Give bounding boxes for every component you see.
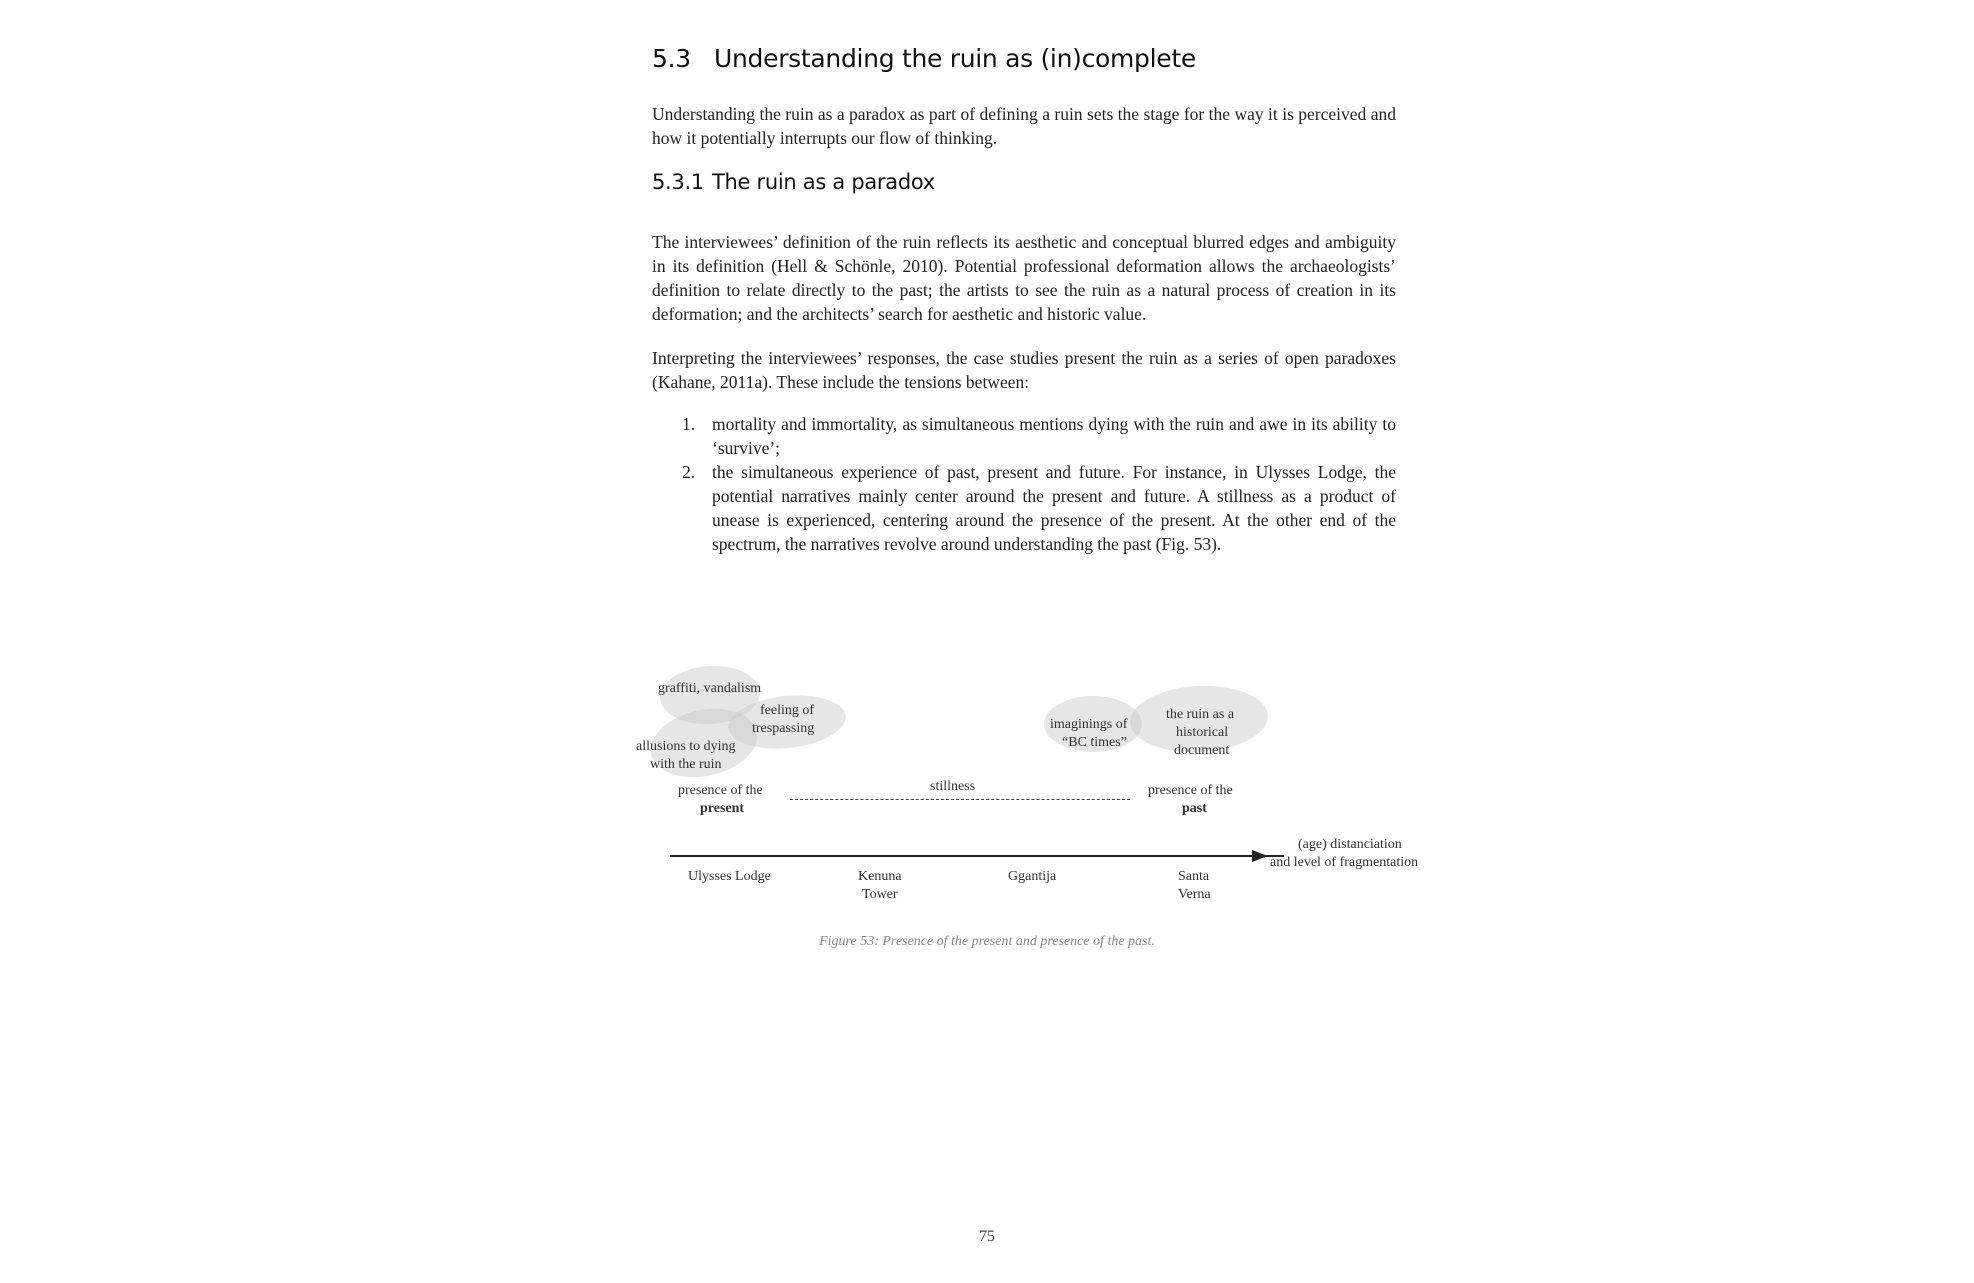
site-ggantija: Ggantija [1008, 869, 1057, 884]
list-item-text: the simultaneous experience of past, present and future. For instance, in Ulysses Lodge, the potential narratives mainly center around the present and future. A stillness as a product of unease is experienced, centering around the presence of the present. At the other end of the spectrum, the narratives revolve around understanding the past (Fig. 53). [712, 462, 1396, 554]
figure-caption: Figure 53: Presence of the present and presence of the past. [819, 934, 1155, 949]
label-document-2: historical [1176, 725, 1229, 740]
site-kenuna-1: Kenuna [858, 869, 902, 884]
site-santa-verna-2: Verna [1178, 887, 1211, 902]
site-santa-verna-1: Santa [1178, 869, 1210, 884]
label-bc-times-1: imaginings of [1050, 717, 1128, 732]
label-document-1: the ruin as a [1166, 707, 1235, 722]
figure-diagram [630, 650, 1430, 920]
subsection-number: 5.3.1 [652, 170, 704, 194]
list-item [652, 460, 1396, 556]
section-number: 5.3 [652, 44, 691, 73]
label-dying-1: allusions to dying [636, 739, 736, 754]
axis-label-2: and level of fragmentation [1270, 855, 1419, 870]
list-marker: 1. [682, 414, 696, 434]
label-document-3: document [1174, 743, 1230, 758]
list-item [652, 412, 1396, 460]
site-ulysses-lodge: Ulysses Lodge [688, 869, 771, 884]
axis-label-1: (age) distanciation [1298, 837, 1402, 852]
label-presence-present-1: presence of the [678, 783, 763, 798]
label-presence-past-1: presence of the [1148, 783, 1233, 798]
label-dying-2: with the ruin [650, 757, 722, 772]
label-stillness: stillness [930, 779, 976, 794]
subsection-title: The ruin as a paradox [712, 170, 935, 194]
site-kenuna-2: Tower [862, 887, 898, 902]
section-intro: Understanding the ruin as a paradox as part of defining a ruin sets the stage for the way it is perceived and how it potentially interrupts our flow of thinking. [652, 104, 1396, 148]
label-presence-present-2: present [700, 801, 745, 816]
axis-arrow-icon [1252, 850, 1268, 862]
label-presence-past-2: past [1182, 801, 1207, 816]
label-trespassing-2: trespassing [752, 721, 815, 736]
list-marker: 2. [682, 462, 696, 482]
paragraph: Interpreting the interviewees’ responses, the case studies present the ruin as a series of open paradoxes (Kahane, 2011a). These include the tensions between: [652, 348, 1396, 392]
section-title: Understanding the ruin as (in)complete [714, 44, 1196, 73]
list-item-text: mortality and immortality, as simultaneous mentions dying with the ruin and awe in its ability to ‘survive’; [712, 414, 1396, 458]
section-heading [652, 44, 1196, 73]
label-trespassing-1: feeling of [760, 703, 815, 718]
page-number: 75 [979, 1228, 995, 1245]
label-graffiti: graffiti, vandalism [658, 681, 762, 696]
paradox-list [652, 412, 1396, 556]
axis-line [670, 855, 1284, 857]
subsection-heading [652, 170, 935, 194]
label-bc-times-2: “BC times” [1062, 735, 1127, 750]
paragraph: The interviewees’ definition of the ruin reflects its aesthetic and conceptual blurred edges and ambiguity in its definition (Hell & Schönle, 2010). Potential professional deformation allows the archaeologists’ definition to relate directly to the past; the artists to see the ruin as a natural process of creation in its deformation; and the architects’ search for aesthetic and historic value. [652, 232, 1396, 324]
stillness-dashed-line [790, 799, 1130, 800]
